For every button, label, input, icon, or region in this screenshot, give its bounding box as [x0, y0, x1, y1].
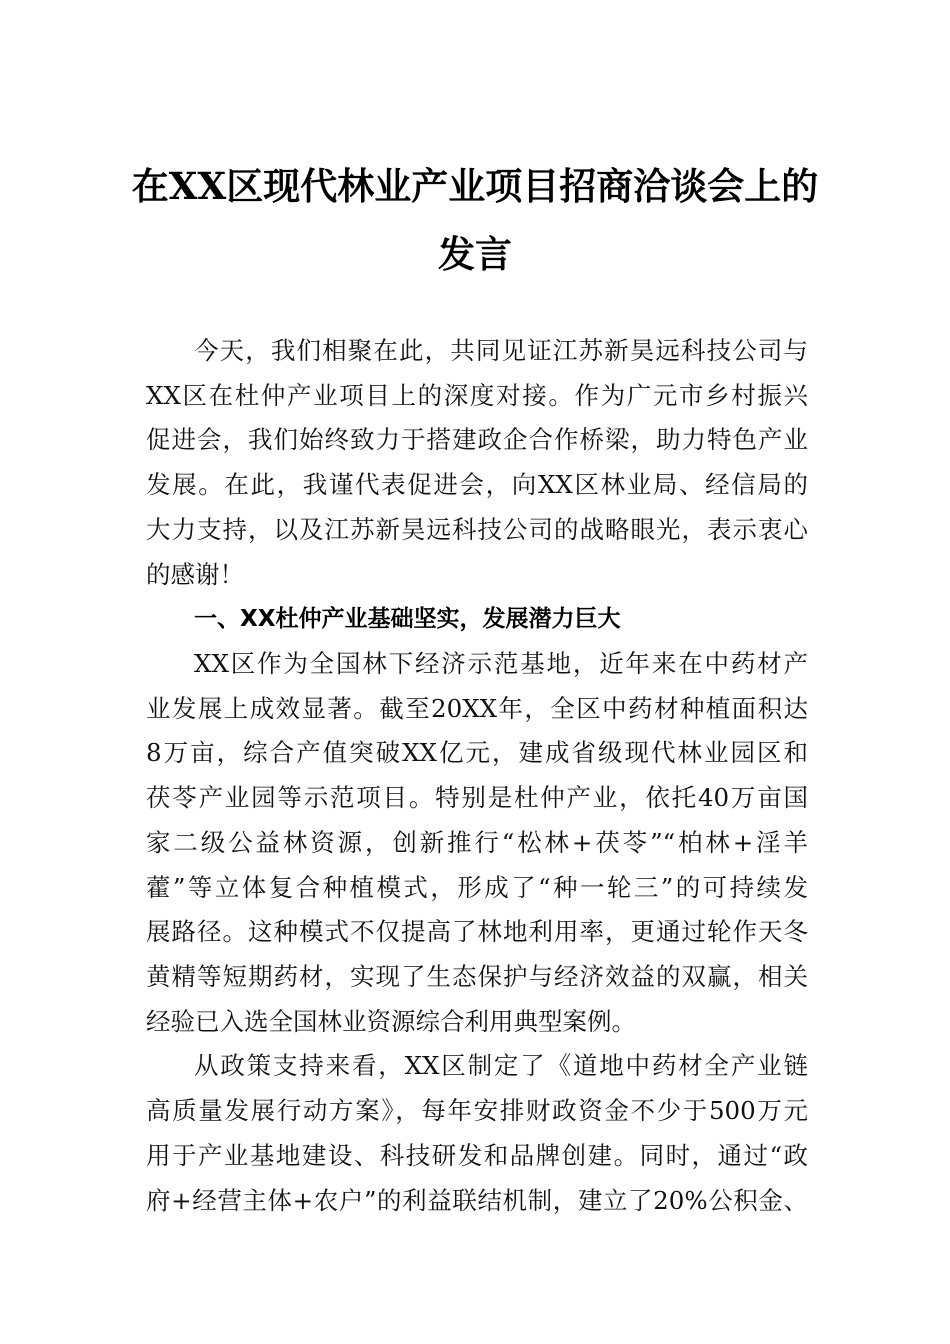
paragraph-2-line-8: 黄精等短期药材，实现了生态保护与经济效益的双赢，相关: [146, 962, 808, 991]
section-heading-1: 一、XX杜仲产业基础坚实，发展潜力巨大: [194, 606, 621, 632]
paragraph-1-line-3: 促进会，我们始终致力于搭建政企合作桥梁，助力特色产业: [146, 425, 808, 454]
paragraph-2-line-7: 展路径。这种模式不仅提高了林地利用率，更通过轮作天冬: [146, 917, 808, 946]
paragraph-1-line-6: 的感谢！: [146, 560, 244, 589]
document-title-line-1: 在XX区现代林业产业项目招商洽谈会上的: [131, 164, 819, 208]
paragraph-1-line-2: XX区在杜仲产业项目上的深度对接。作为广元市乡村振兴: [146, 381, 808, 410]
paragraph-2-line-3: 8万亩，综合产值突破XX亿元，建成省级现代林业园区和: [146, 738, 808, 767]
paragraph-3-line-2: 高质量发展行动方案》，每年安排财政资金不少于500万元: [146, 1096, 808, 1125]
paragraph-2-line-1: XX区作为全国林下经济示范基地，近年来在中药材产: [194, 649, 808, 678]
paragraph-2-line-6: 藿”等立体复合种植模式，形成了“种一轮三”的可持续发: [146, 873, 808, 902]
paragraph-2-line-2: 业发展上成效显著。截至20XX年，全区中药材种植面积达: [146, 694, 808, 723]
paragraph-3-line-4: 府+经营主体+农户”的利益联结机制，建立了20%公积金、: [146, 1186, 808, 1215]
paragraph-3-line-1: 从政策支持来看，XX区制定了《道地中药材全产业链: [194, 1051, 808, 1080]
paragraph-2-line-4: 茯苓产业园等示范项目。特别是杜仲产业，依托40万亩国: [146, 783, 808, 812]
paragraph-1-line-1: 今天，我们相聚在此，共同见证江苏新昊远科技公司与: [194, 336, 808, 365]
paragraph-2-line-5: 家二级公益林资源，创新推行“松林+茯苓”“柏林+淫羊: [146, 828, 808, 857]
paragraph-1-line-5: 大力支持，以及江苏新昊远科技公司的战略眼光，表示衷心: [146, 515, 808, 544]
paragraph-2-line-9: 经验已入选全国林业资源综合利用典型案例。: [146, 1007, 636, 1036]
paragraph-3-line-3: 用于产业基地建设、科技研发和品牌创建。同时，通过“政: [146, 1141, 808, 1170]
paragraph-1-line-4: 发展。在此，我谨代表促进会，向XX区林业局、经信局的: [146, 470, 808, 499]
document-title-line-2: 发言: [438, 232, 512, 276]
